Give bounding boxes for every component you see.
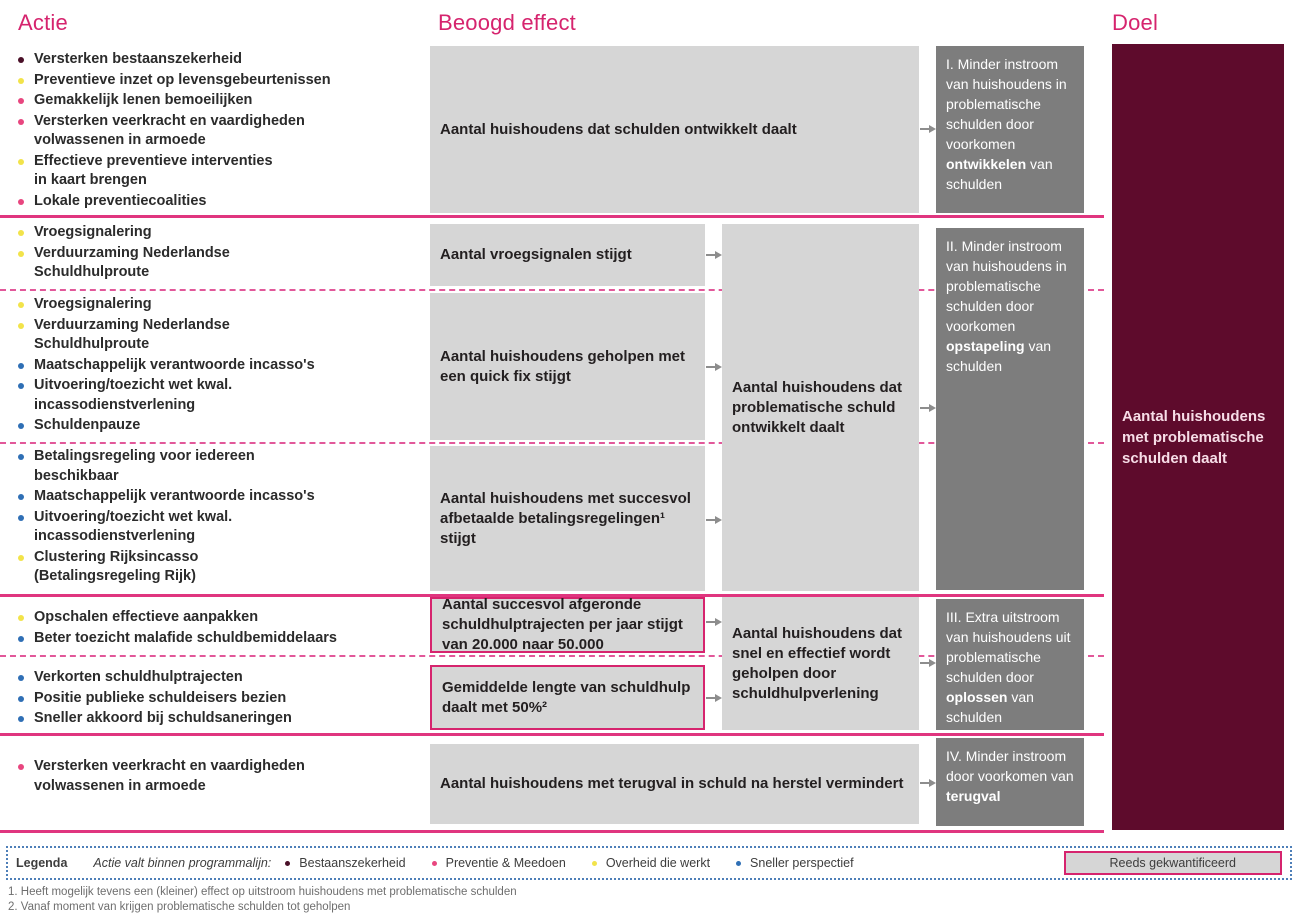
goal-roman-numeral: I. (946, 56, 958, 72)
action-item (14, 508, 424, 547)
action-item-label-cont: beschikbaar (34, 467, 119, 484)
goal-text-pre: Extra uitstroom van huishoudens uit problematische schulden door (946, 609, 1071, 685)
bullet-yellow-icon (18, 323, 24, 329)
goal-text-pre: Minder instroom van huishoudens in problematische schulden door voorkomen (946, 238, 1067, 334)
bullet-pink-icon (432, 861, 437, 866)
bullet-yellow-icon (18, 615, 24, 621)
goal-text-post: van schulden (946, 338, 1052, 374)
action-item-label: Vroegsignalering (34, 224, 152, 240)
bullet-blue-icon (18, 675, 24, 681)
goal-roman-numeral: II. (946, 238, 962, 254)
legend-item-label: Bestaanszekerheid (299, 856, 406, 870)
effect-box-7: Aantal huishoudens met terugval in schuld na herstel vermindert (430, 744, 919, 824)
action-item-label: Beter toezicht malafide schuldbemiddelaars (34, 629, 337, 646)
action-item-label: Maatschappelijk verantwoorde incasso's (34, 488, 315, 504)
arrow-effect4-to-mid1 (706, 516, 722, 525)
bullet-blue-icon (18, 423, 24, 429)
action-item-label: Preventieve inzet op levensgebeurtenissen (34, 71, 331, 88)
effect-box-2: Aantal vroegsignalen stijgt (430, 224, 705, 286)
goal-box-I (936, 46, 1084, 213)
action-item (14, 356, 424, 376)
action-item (14, 487, 424, 507)
bullet-blue-icon (736, 861, 741, 866)
action-list-2 (14, 223, 424, 284)
action-item (14, 757, 424, 796)
action-item (14, 91, 424, 111)
bullet-blue-icon (18, 363, 24, 369)
effect-box-3: Aantal huishoudens geholpen met een quick fix stijgt (430, 293, 705, 440)
goal-text (946, 609, 1071, 725)
action-item-label-cont: incassodienstverlening (34, 396, 196, 413)
action-item-label: Verduurzaming Nederlandse (34, 244, 230, 261)
action-item (14, 709, 424, 729)
action-item-label: Gemakkelijk lenen bemoeilijken (34, 92, 253, 108)
action-item (14, 244, 424, 283)
legend-subtitle: Actie valt binnen programmalijn: (93, 856, 272, 870)
band-separator-1 (0, 215, 1104, 218)
bullet-blue-icon (18, 494, 24, 500)
action-item-label-cont: (Betalingsregeling Rijk) (34, 568, 196, 584)
bullet-yellow-icon (18, 159, 24, 165)
bullet-blue-icon (18, 383, 24, 389)
bullet-pink-icon (18, 199, 24, 205)
action-item (14, 689, 424, 709)
action-item (14, 316, 424, 355)
goal-box-II (936, 228, 1084, 590)
action-list-5 (14, 608, 424, 649)
goal-text-emphasis: terugval (946, 788, 1001, 804)
goal-text-emphasis: ontwikkelen (946, 156, 1027, 172)
column-header-effect: Beoogd effect (438, 10, 576, 35)
action-item-label: Versterken veerkracht en vaardigheden (34, 112, 305, 129)
bullet-yellow-icon (592, 861, 597, 866)
action-item-label: Schuldenpauze (34, 417, 141, 433)
action-item-label: Betalingsregeling voor iedereen (34, 448, 255, 464)
action-item-label: Uitvoering/toezicht wet kwal. (34, 377, 233, 393)
action-item (14, 71, 424, 91)
action-item-label: Clustering Rijksincasso (34, 548, 199, 565)
goal-text-emphasis: oplossen (946, 689, 1008, 705)
bullet-yellow-icon (18, 78, 24, 84)
action-item (14, 548, 424, 587)
effect-box-4: Aantal huishoudens met succesvol afbetaalde betalingsregelingen¹ stijgt (430, 446, 705, 591)
legend-item (592, 856, 710, 870)
legend-title: Legenda (16, 856, 68, 870)
action-item (14, 50, 424, 70)
legend-item-label: Sneller perspectief (750, 856, 854, 870)
legend-item (285, 856, 405, 870)
mid-effect-box-1: Aantal huishoudens dat problematische schuld ontwikkelt daalt (722, 224, 919, 591)
legend-items (285, 856, 879, 870)
bullet-pink-icon (18, 764, 24, 770)
band-separator-3 (0, 733, 1104, 736)
arrow-effect2-to-mid1 (706, 251, 722, 260)
goal-text-pre: Minder instroom door voorkomen van (946, 748, 1074, 784)
action-item-label: Vroegsignalering (34, 296, 152, 312)
action-item (14, 152, 424, 191)
goal-roman-numeral: III. (946, 609, 966, 625)
goal-text-post: van schulden (946, 689, 1034, 725)
action-item-label: Lokale preventiecoalities (34, 192, 207, 209)
goal-text (946, 56, 1067, 192)
bullet-yellow-icon (18, 302, 24, 308)
bullet-yellow-icon (18, 230, 24, 236)
arrow-mid1-to-goalII (920, 404, 936, 413)
doel-box: Aantal huishoudens met problematische schulden daalt (1112, 44, 1284, 830)
bullet-blue-icon (18, 515, 24, 521)
arrow-effect3-to-mid1 (706, 363, 722, 372)
legend-quantified-badge: Reeds gekwantificeerd (1064, 851, 1282, 875)
action-item-label: Positie publieke schuldeisers bezien (34, 689, 287, 706)
action-item (14, 629, 424, 649)
action-list-7 (14, 757, 424, 797)
action-item-label: Effectieve preventieve interventies (34, 152, 273, 169)
arrow-mid2-to-goalIII (920, 659, 936, 668)
legend (6, 846, 1292, 880)
action-item-label-cont: incassodienstverlening (34, 528, 196, 544)
action-item (14, 447, 424, 486)
action-item-label: Verkorten schuldhulptrajecten (34, 669, 243, 685)
arrow-effect5-to-mid2 (706, 618, 722, 627)
bullet-yellow-icon (18, 555, 24, 561)
legend-item (736, 856, 854, 870)
bullet-dark-icon (285, 861, 290, 866)
action-item-label-cont: Schuldhulproute (34, 336, 150, 352)
legend-item-label: Overheid die werkt (605, 856, 711, 870)
column-header-doel: Doel (1112, 10, 1159, 35)
action-item (14, 416, 424, 436)
action-item (14, 668, 424, 688)
bullet-pink-icon (18, 98, 24, 104)
legend-item-label: Preventie & Meedoen (445, 856, 566, 870)
effect-box-5-quantified: Aantal succesvol afgeronde schuldhulptrajecten per jaar stijgt van 20.000 naar 50.000 (430, 597, 705, 653)
arrow-effect1-to-goalI (920, 125, 936, 134)
goal-roman-numeral: IV. (946, 748, 966, 764)
action-item (14, 376, 424, 415)
action-item-label: Uitvoering/toezicht wet kwal. (34, 508, 233, 525)
footnote-1: 1. Heeft mogelijk tevens een (kleiner) effect op uitstroom huishoudens met problematische schulden (8, 886, 517, 898)
action-list-1 (14, 50, 424, 212)
arrow-effect6-to-mid2 (706, 694, 722, 703)
bullet-blue-icon (18, 716, 24, 722)
goal-text (946, 748, 1074, 804)
goal-text-emphasis: opstapeling (946, 338, 1025, 354)
column-header-actie: Actie (18, 10, 68, 35)
action-item-label: Opschalen effectieve aanpakken (34, 609, 259, 625)
action-item (14, 112, 424, 151)
action-list-6 (14, 668, 424, 730)
action-item-label: Versterken veerkracht en vaardigheden (34, 758, 305, 774)
action-item-label-cont: Schuldhulproute (34, 264, 150, 280)
action-item-label: Sneller akkoord bij schuldsaneringen (34, 710, 292, 726)
bullet-blue-icon (18, 696, 24, 702)
action-item (14, 192, 424, 212)
action-item-label-cont: volwassenen in armoede (34, 132, 206, 148)
action-item (14, 608, 424, 628)
effect-box-1: Aantal huishoudens dat schulden ontwikkelt daalt (430, 46, 919, 213)
goal-text (946, 238, 1067, 374)
legend-item (432, 856, 566, 870)
action-list-3 (14, 295, 424, 437)
action-item-label: Maatschappelijk verantwoorde incasso's (34, 356, 315, 373)
bullet-blue-icon (18, 636, 24, 642)
footnote-2: 2. Vanaf moment van krijgen problematische schulden tot geholpen (8, 901, 351, 913)
action-item-label: Versterken bestaanszekerheid (34, 51, 242, 67)
bullet-pink-icon (18, 119, 24, 125)
arrow-effect7-to-goalIV (920, 779, 936, 788)
action-item (14, 223, 424, 243)
bullet-yellow-icon (18, 251, 24, 257)
effect-box-6-quantified: Gemiddelde lengte van schuldhulp daalt met 50%² (430, 665, 705, 730)
action-item-label: Verduurzaming Nederlandse (34, 316, 230, 333)
action-list-4 (14, 447, 424, 588)
band-separator-4 (0, 830, 1104, 833)
goal-box-III (936, 599, 1084, 730)
bullet-blue-icon (18, 454, 24, 460)
action-item (14, 295, 424, 315)
goal-text-post: van schulden (946, 156, 1053, 192)
bullet-dark-icon (18, 57, 24, 63)
goal-box-IV (936, 738, 1084, 826)
action-item-label-cont: volwassenen in armoede (34, 777, 206, 794)
mid-effect-box-2: Aantal huishoudens dat snel en effectief wordt geholpen door schuldhulpverlening (722, 597, 919, 730)
action-item-label-cont: in kaart brengen (34, 172, 147, 188)
goal-text-pre: Minder instroom van huishoudens in problematische schulden door voorkomen (946, 56, 1067, 152)
